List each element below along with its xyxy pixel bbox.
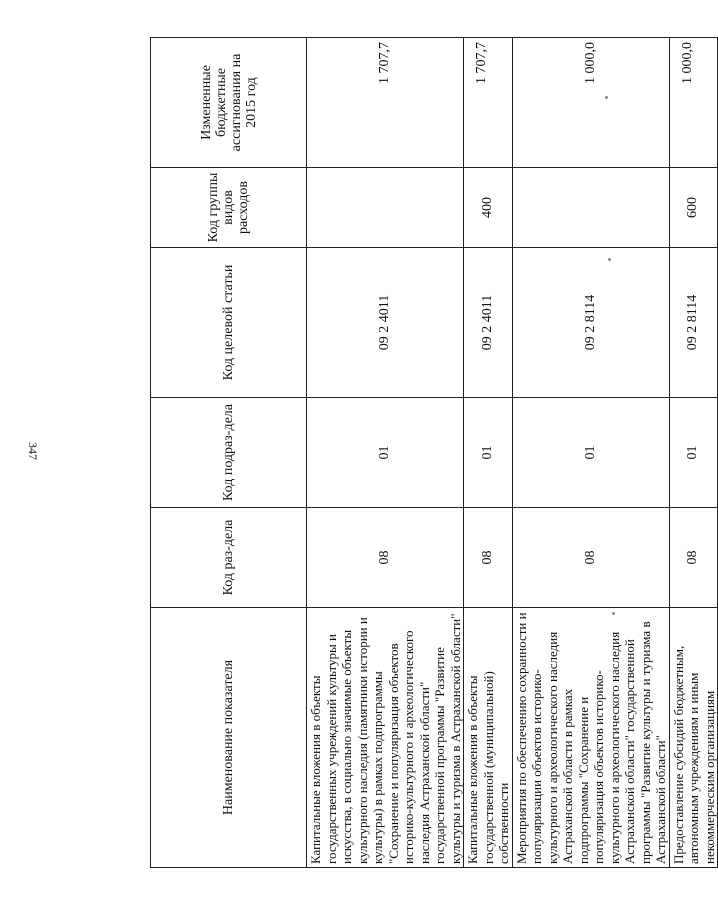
row-amount: 1 707,7 — [307, 38, 464, 168]
row-amount: 1 000,0 — [512, 38, 669, 168]
scan-speck — [608, 258, 611, 261]
row-section: 08 — [307, 508, 464, 608]
table-row — [307, 38, 464, 868]
row-expense-group — [307, 168, 464, 248]
row-target-item: 09 2 4011 — [464, 248, 513, 398]
row-section: 08 — [464, 508, 513, 608]
row-subsection: 01 — [669, 398, 718, 508]
row-expense-group — [512, 168, 669, 248]
row-amount: 1 000,0 — [669, 38, 718, 168]
row-name: Капитальные вложения в объекты государственных учреждений культуры и искусства, в социально значимые объекты культурного наследия (памятники истории и культуры) в рамках подпрограммы "Сохранение и популяризация объектов историко-культурного и археологического наследия Астраханской области" государственной программы "Развитие культуры и туризма в Астраханской области" — [307, 608, 464, 868]
row-subsection: 01 — [464, 398, 513, 508]
row-subsection: 01 — [512, 398, 669, 508]
header-target-item: Код целевой статьи — [151, 248, 307, 398]
row-section: 08 — [669, 508, 718, 608]
header-expense-group: Код группы видов расходов — [151, 168, 307, 248]
table-row — [464, 38, 513, 868]
budget-table-rotated — [150, 38, 717, 868]
row-name: Капитальные вложения в объекты государственной (муниципальной) собственности — [464, 608, 513, 868]
table-row — [512, 38, 669, 868]
header-amount: Измененные бюджетные ассигнования на 2015 год — [151, 38, 307, 168]
row-section: 08 — [512, 508, 669, 608]
page-number: 347 — [26, 442, 40, 460]
scan-speck — [605, 96, 608, 99]
budget-table — [150, 37, 718, 868]
row-expense-group: 400 — [464, 168, 513, 248]
scan-speck — [612, 612, 615, 615]
row-target-item: 09 2 8114 — [512, 248, 669, 398]
row-target-item: 09 2 4011 — [307, 248, 464, 398]
row-name: Предоставление субсидий бюджетным, автономным учреждениям и иным некоммерческим организациям — [669, 608, 718, 868]
row-target-item: 09 2 8114 — [669, 248, 718, 398]
row-subsection: 01 — [307, 398, 464, 508]
row-amount: 1 707,7 — [464, 38, 513, 168]
header-subsection: Код подраз-дела — [151, 398, 307, 508]
row-expense-group: 600 — [669, 168, 718, 248]
table-header-row — [151, 38, 307, 868]
row-name: Мероприятия по обеспечению сохранности и популяризации объектов историко-культурного и археологического наследия Астраханской области в рамках подпрограммы "Сохранение и популяризация объектов историко-культурного и археологического наследия Астраханской области" государственной программы "Развитие культуры и туризма в Астраханской области" — [512, 608, 669, 868]
header-name: Наименование показателя — [151, 608, 307, 868]
table-row — [669, 38, 718, 868]
header-section: Код раз-дела — [151, 508, 307, 608]
